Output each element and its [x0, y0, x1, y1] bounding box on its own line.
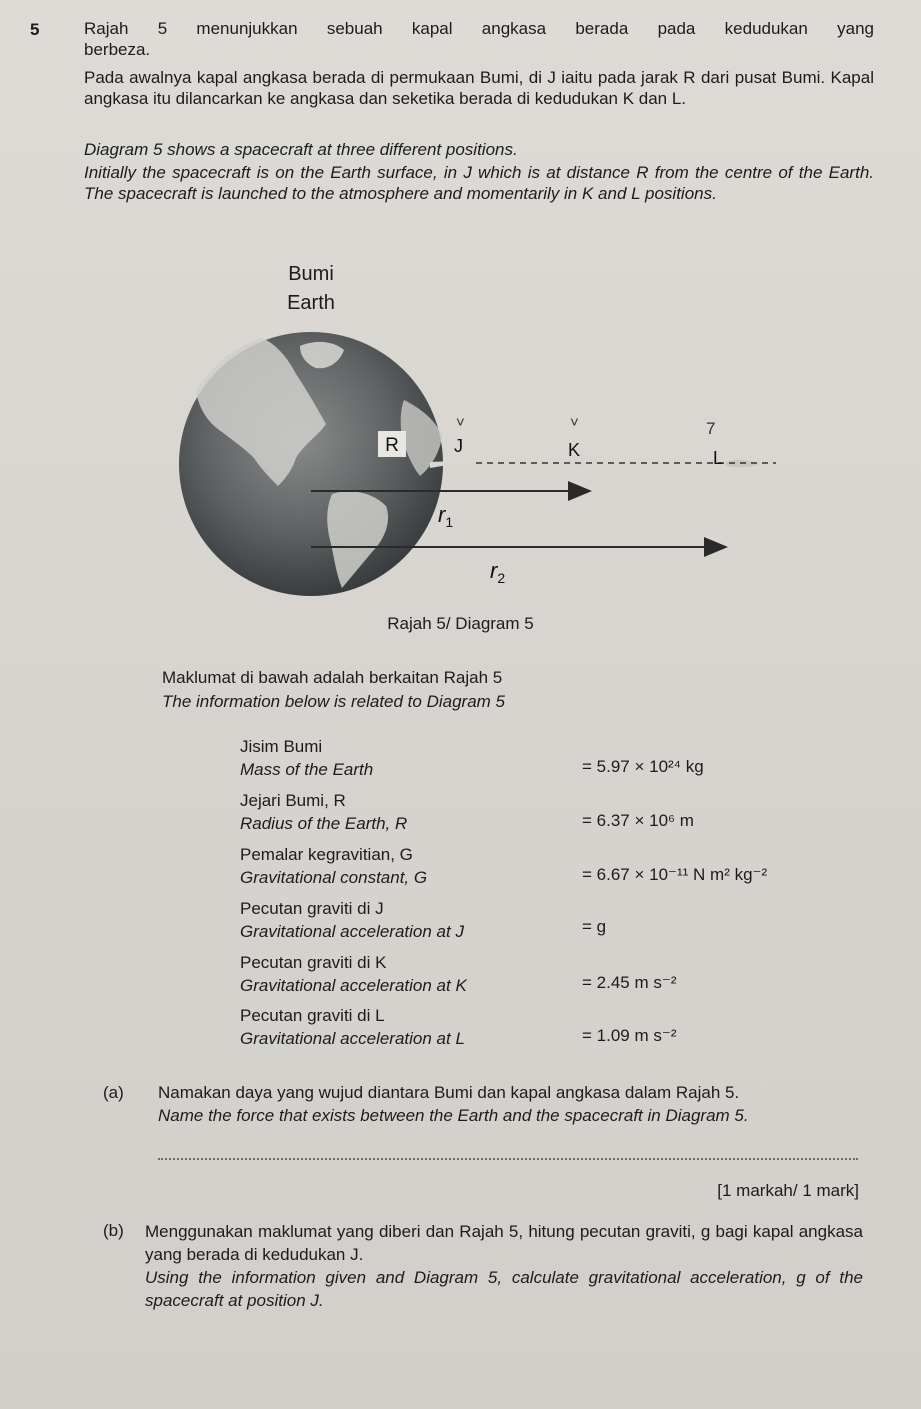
intro-ms-line1: Rajah 5 menunjukkan sebuah kapal angkasa berada pada kedudukan yang	[84, 19, 874, 38]
info-row-accel-l-label: Pecutan graviti di L Gravitational acceleration at L	[240, 1006, 465, 1048]
earth-title-en: Earth	[287, 292, 335, 314]
info-row-mass-value: = 5.97 × 10²⁴ kg	[582, 757, 704, 776]
label-k: K	[568, 440, 581, 460]
part-a-label: (a)	[103, 1083, 124, 1102]
label-r1: $r_1$	[438, 502, 454, 530]
info-row-accel-j-label: Pecutan graviti di J Gravitational acceleration at J	[240, 899, 464, 941]
info-row-accel-l-value: = 1.09 m s⁻²	[582, 1026, 677, 1045]
question-number: 5	[30, 20, 40, 39]
label-r2: $r_2$	[490, 558, 506, 586]
tick-mark-j: ˅	[456, 414, 465, 431]
label-j: J	[454, 436, 463, 456]
info-row-g-constant-label: Pemalar kegravitian, G Gravitational constant, G	[240, 845, 428, 887]
part-b-question-ms: Menggunakan maklumat yang diberi dan Rajah 5, hitung pecutan graviti, g bagi kapal angkasa yang berada di kedudukan J.	[145, 1222, 863, 1264]
info-row-accel-k-value: = 2.45 m s⁻²	[582, 973, 677, 992]
intro-en-line: Diagram 5 shows a spacecraft at three different positions.	[84, 140, 518, 159]
info-row-accel-j-value: = g	[582, 917, 607, 936]
part-a-question-ms: Namakan daya yang wujud diantara Bumi dan kapal angkasa dalam Rajah 5.	[158, 1083, 740, 1102]
info-row-accel-k-label: Pecutan graviti di K Gravitational acceleration at K	[240, 953, 467, 995]
earth-spacecraft-diagram	[0, 250, 921, 610]
info-row-radius-label: Jejari Bumi, R Radius of the Earth, R	[240, 791, 408, 833]
earth-title-ms: Bumi	[288, 263, 334, 285]
info-row-g-constant-value: = 6.67 × 10⁻¹¹ N m² kg⁻²	[582, 865, 768, 884]
intro-ms-line2: berbeza.	[84, 40, 151, 59]
intro-ms-paragraph: Pada awalnya kapal angkasa berada di permukaan Bumi, di J iaitu pada jarak R dari pusat Bumi. Kapal angkasa itu dilancarkan ke angkasa dan seketika berada di kedudukan K dan L.	[84, 68, 874, 108]
info-intro-ms: Maklumat di bawah adalah berkaitan Rajah 5	[162, 668, 503, 687]
part-a-answer-line[interactable]	[158, 1158, 858, 1160]
part-a-question-en: Name the force that exists between the Earth and the spacecraft in Diagram 5.	[158, 1106, 749, 1125]
info-row-mass-label: Jisim Bumi Mass of the Earth	[240, 737, 374, 779]
info-intro-en: The information below is related to Diagram 5	[162, 692, 505, 711]
part-b-question-en: Using the information given and Diagram 5, calculate gravitational acceleration, g of the spacecraft at position J.	[145, 1268, 863, 1310]
tick-mark-k: ˅	[570, 414, 579, 431]
intro-en-paragraph: Initially the spacecraft is on the Earth surface, in J which is at distance R from the centre of the Earth. The spacecraft is launched to the atmosphere and momentarily in K and L positions.	[84, 163, 874, 203]
label-r: R	[385, 435, 399, 456]
info-row-radius-value: = 6.37 × 10⁶ m	[582, 811, 694, 830]
part-b-label: (b)	[103, 1221, 124, 1240]
part-a-marks: [1 markah/ 1 mark]	[717, 1181, 859, 1200]
diagram-caption: Rajah 5/ Diagram 5	[387, 614, 534, 633]
label-l: L	[713, 448, 724, 468]
tick-mark-l: 7	[706, 419, 716, 438]
